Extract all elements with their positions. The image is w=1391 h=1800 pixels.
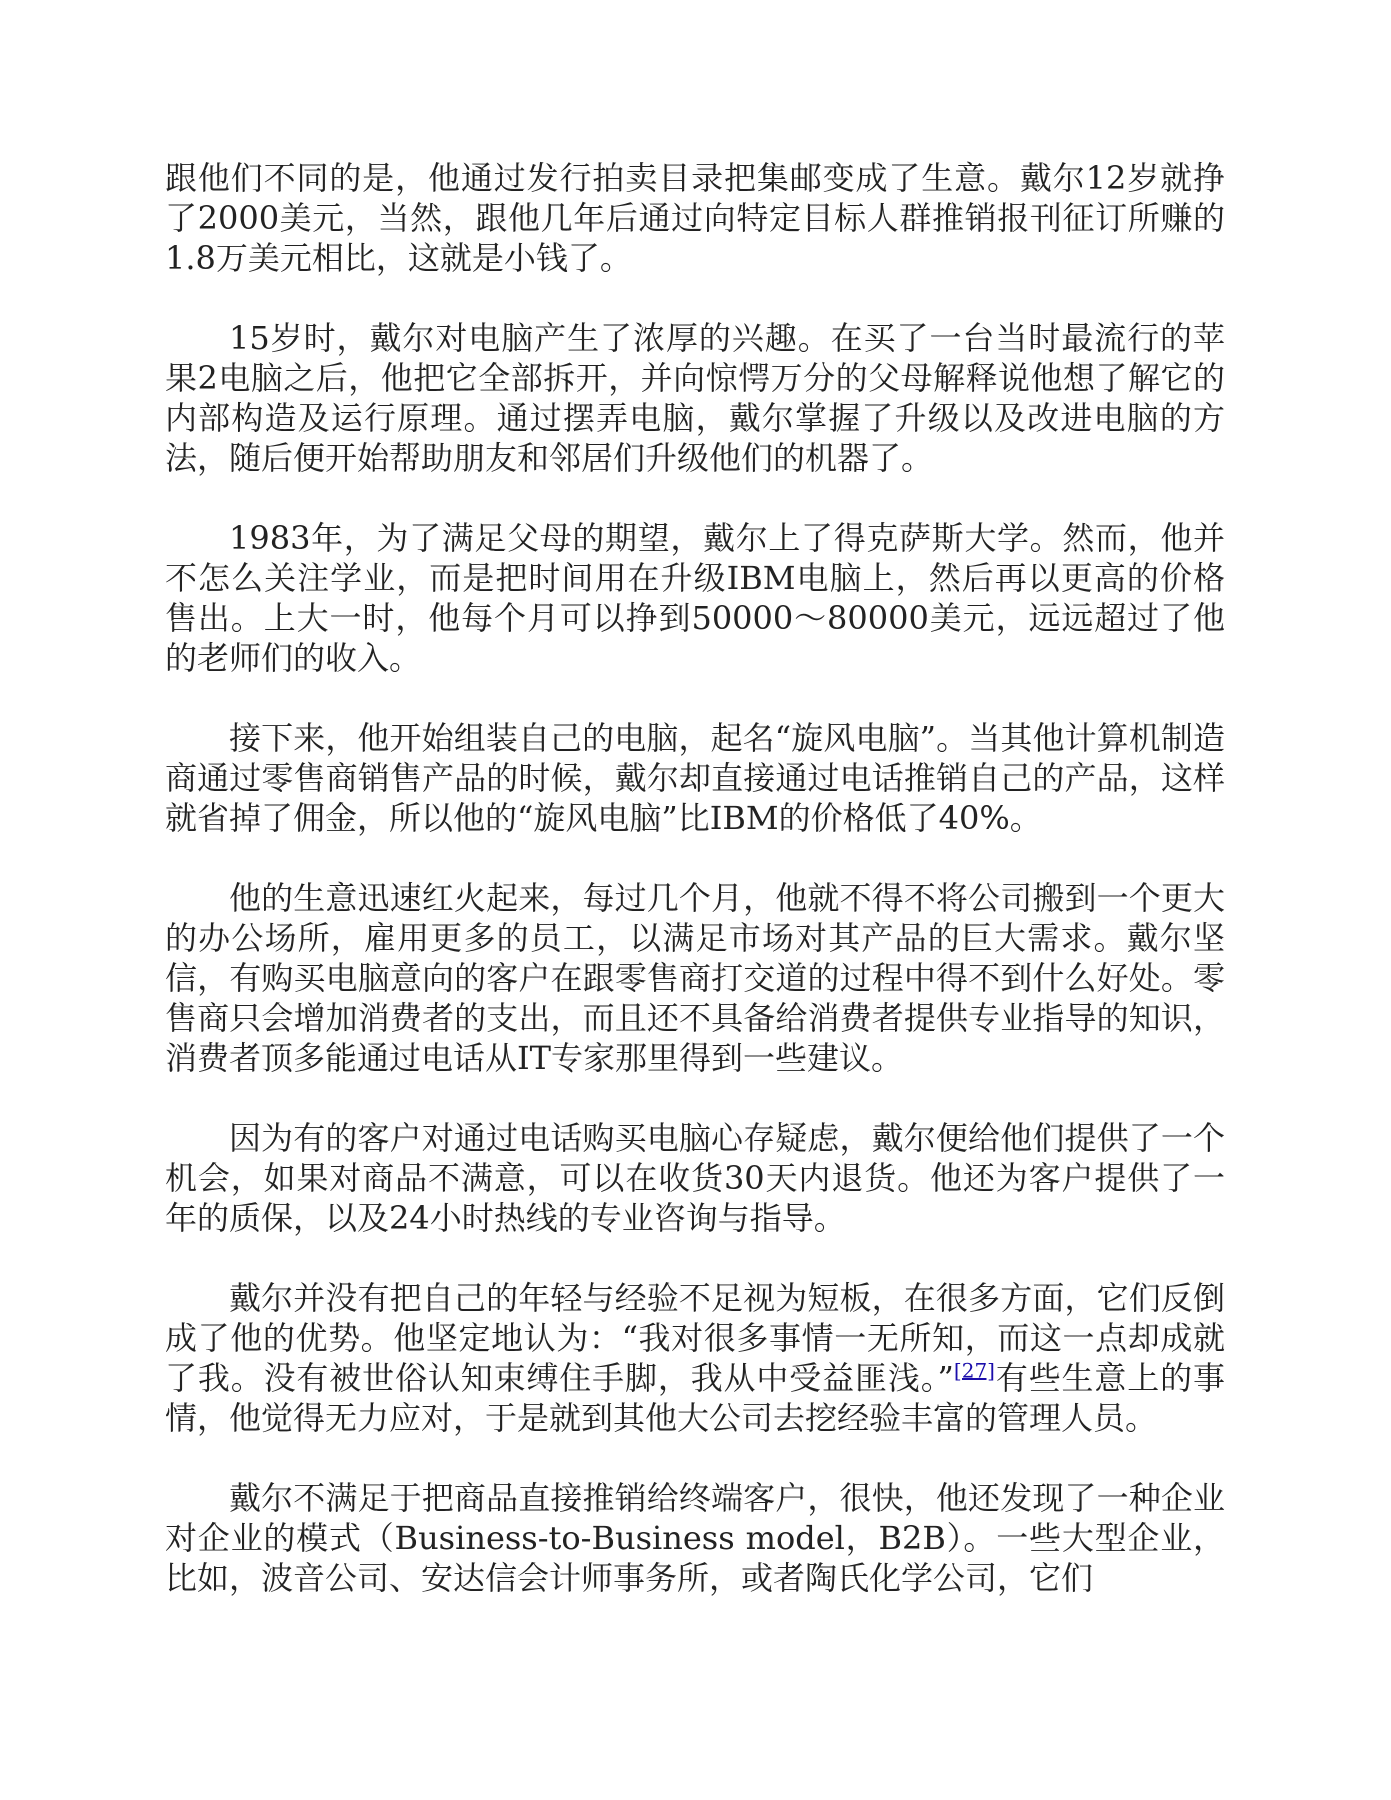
paragraph-stamp-business: 跟他们不同的是，他通过发行拍卖目录把集邮变成了生意。戴尔12岁就挣了2000美元，当然，跟他几年后通过向特定目标人群推销报刊征订所赚的1.8万美元相比，这就是小钱了。: [165, 159, 1225, 277]
paragraph-youth-advantage: [165, 1278, 1225, 1438]
paragraph-university: 1983年，为了满足父母的期望，戴尔上了得克萨斯大学。然而，他并不怎么关注学业，而是把时间用在升级IBM电脑上，然后再以更高的价格售出。上大一时，他每个月可以挣到50000～80000美元，远远超过了他的老师们的收入。: [165, 519, 1225, 677]
paragraph-text-after-footnote: 有些生意上的事情，他觉得无力应对，于是就到其他大公司去挖经验丰富的管理人员。: [165, 1359, 1225, 1437]
paragraph-whirlwind-computer: 接下来，他开始组装自己的电脑，起名“旋风电脑”。当其他计算机制造商通过零售商销售产品的时候，戴尔却直接通过电话推销自己的产品，这样就省掉了佣金，所以他的“旋风电脑”比IBM的价格低了40%。: [165, 719, 1225, 837]
document-page: [165, 158, 1225, 1638]
paragraph-business-growth: 他的生意迅速红火起来，每过几个月，他就不得不将公司搬到一个更大的办公场所，雇用更多的员工，以满足市场对其产品的巨大需求。戴尔坚信，有购买电脑意向的客户在跟零售商打交道的过程中得不到什么好处。零售商只会增加消费者的支出，而且还不具备给消费者提供专业指导的知识，消费者顶多能通过电话从IT专家那里得到一些建议。: [165, 879, 1225, 1077]
paragraph-return-policy: 因为有的客户对通过电话购买电脑心存疑虑，戴尔便给他们提供了一个机会，如果对商品不满意，可以在收货30天内退货。他还为客户提供了一年的质保，以及24小时热线的专业咨询与指导。: [165, 1119, 1225, 1237]
paragraph-b2b-model: 戴尔不满足于把商品直接推销给终端客户，很快，他还发现了一种企业对企业的模式（Business-to-Business model，B2B）。一些大型企业，比如，波音公司、安达信会计师事务所，或者陶氏化学公司，它们: [165, 1479, 1225, 1597]
footnote-reference-link[interactable]: [27]: [953, 1358, 995, 1383]
paragraph-apple-computer: 15岁时，戴尔对电脑产生了浓厚的兴趣。在买了一台当时最流行的苹果2电脑之后，他把它全部拆开，并向惊愕万分的父母解释说他想了解它的内部构造及运行原理。通过摆弄电脑，戴尔掌握了升级以及改进电脑的方法，随后便开始帮助朋友和邻居们升级他们的机器了。: [165, 319, 1225, 477]
paragraph-text-before-footnote: 戴尔并没有把自己的年轻与经验不足视为短板，在很多方面，它们反倒成了他的优势。他坚定地认为：“我对很多事情一无所知，而这一点却成就了我。没有被世俗认知束缚住手脚，我从中受益匪浅。”: [165, 1279, 1225, 1397]
